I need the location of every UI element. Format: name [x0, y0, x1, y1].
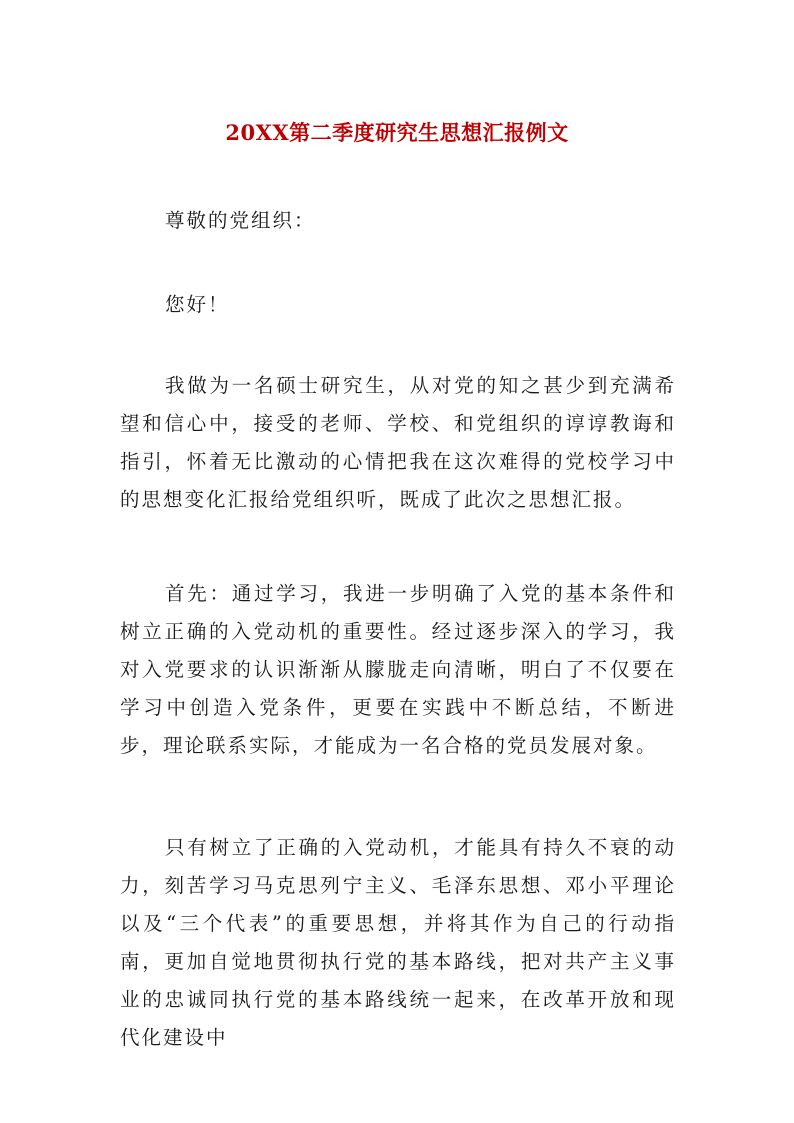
greeting: 您好！ [165, 293, 230, 316]
body-paragraph-intro: 我做为一名硕士研究生，从对党的知之甚少到充满希望和信心中，接受的老师、学校、和党组织的谆谆教诲和指引，怀着无比激动的心情把我在这次难得的党校学习中的思想变化汇报给党组织听，既成了此次之思想汇报。 [120, 374, 676, 511]
salutation: 尊敬的党组织： [165, 209, 316, 232]
body-paragraph-motivation: 只有树立了正确的入党动机，才能具有持久不衰的动力，刻苦学习马克思列宁主义、毛泽东思想、邓小平理论以及“三个代表”的重要思想，并将其作为自己的行动指南，更加自觉地贯彻执行党的基本路线，把对共产主义事业的忠诚同执行党的基本路线统一起来，在改革开放和现代化建设中 [120, 836, 676, 1049]
body-paragraph-first: 首先：通过学习，我进一步明确了入党的基本条件和树立正确的入党动机的重要性。经过逐步深入的学习，我对入党要求的认识渐渐从朦胧走向清晰，明白了不仅要在学习中创造入党条件，更要在实践中不断总结，不断进步，理论联系实际，才能成为一名合格的党员发展对象。 [120, 582, 676, 757]
document-title: 20XX第二季度研究生思想汇报例文 [225, 120, 569, 146]
